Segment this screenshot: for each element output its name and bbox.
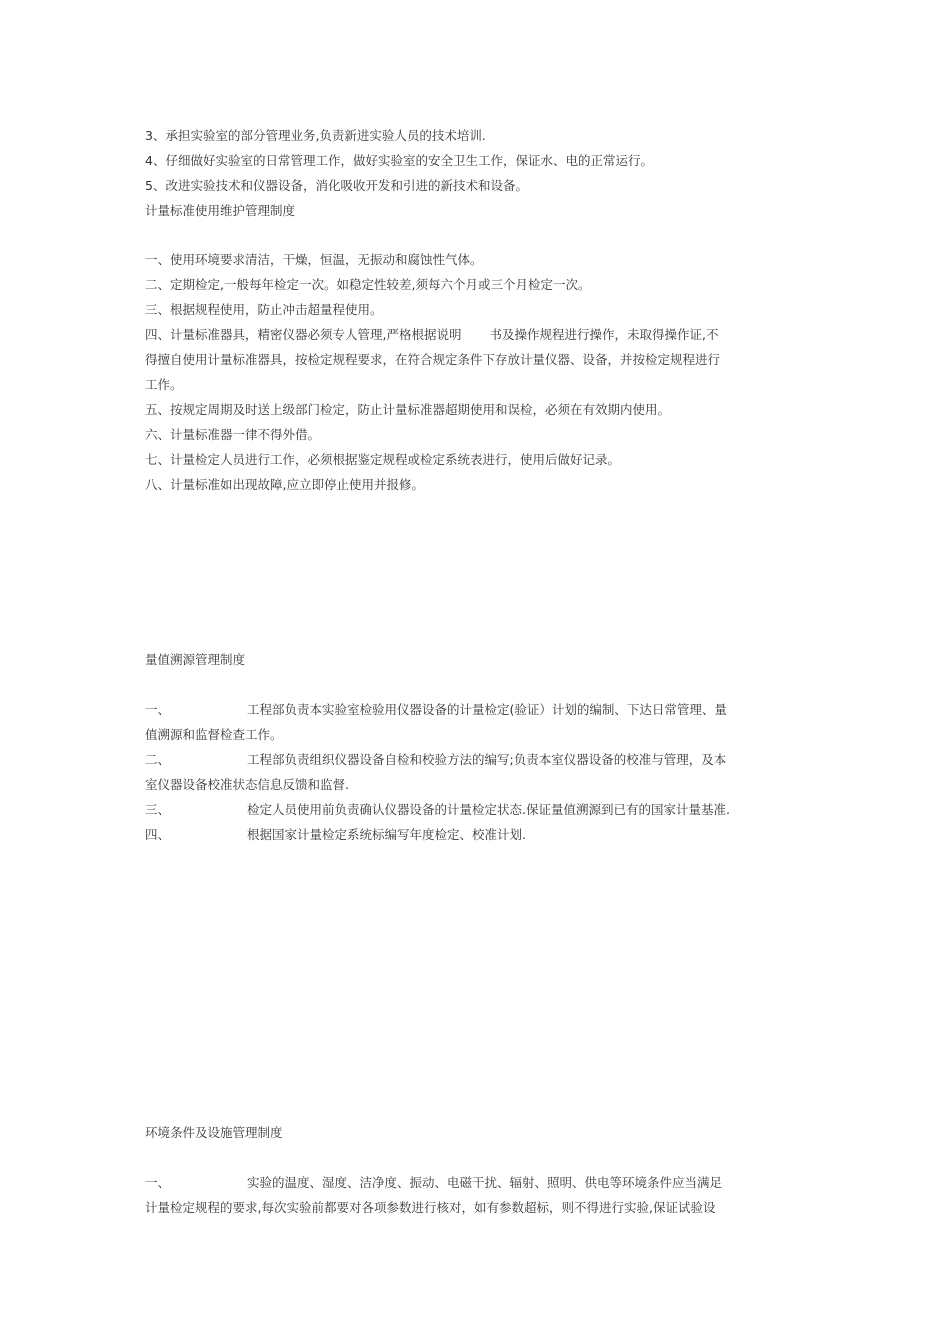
paragraph-continuation: 室仪器设备校准状态信息反馈和监督.: [145, 777, 349, 792]
paragraph-text: 书及操作规程进行操作，未取得操作证,不: [489, 327, 719, 342]
paragraph-text: 工程部负责组织仪器设备自检和校验方法的编写;负责本室仪器设备的校准与管理，及本: [247, 752, 727, 767]
item-number: 二、: [145, 752, 171, 767]
paragraph-item: [145, 326, 810, 344]
paragraph-item-3: 3、承担实验室的部分管理业务,负责新进实验人员的技术培训.: [145, 128, 486, 143]
paragraph-continuation: 计量检定规程的要求,每次实验前都要对各项参数进行核对，如有参数超标，则不得进行实验,保证试验设: [145, 1200, 716, 1215]
item-number: 一、: [145, 1175, 171, 1190]
paragraph-text: 根据国家计量检定系统标编写年度检定、校准计划.: [247, 827, 526, 842]
paragraph-item: 七、计量检定人员进行工作，必须根据鉴定规程或检定系统表进行，使用后做好记录。: [145, 452, 621, 467]
section-title-measurement-standard: 计量标准使用维护管理制度: [145, 203, 296, 218]
paragraph-text: 四、计量标准器具，精密仪器必须专人管理,严格根据说明: [145, 327, 462, 342]
paragraph-text: 实验的温度、湿度、洁净度、振动、电磁干扰、辐射、照明、供电等环境条件应当满足: [247, 1175, 723, 1190]
paragraph-text: 检定人员使用前负责确认仪器设备的计量检定状态.保证量值溯源到已有的国家计量基准.: [247, 802, 730, 817]
item-number: 四、: [145, 827, 171, 842]
paragraph-item: 五、按规定周期及时送上级部门检定，防止计量标准器超期使用和误检，必须在有效期内使用。: [145, 402, 671, 417]
paragraph-item: 三、根据规程使用，防止冲击超量程使用。: [145, 302, 383, 317]
paragraph-text: 工程部负责本实验室检验用仪器设备的计量检定(验证）计划的编制、下达日常管理、量: [247, 702, 727, 717]
paragraph-continuation: 值溯源和监督检查工作。: [145, 727, 283, 742]
item-number: 一、: [145, 702, 171, 717]
paragraph-item: 二、定期检定,一般每年检定一次。如稳定性较差,须每六个月或三个月检定一次。: [145, 277, 591, 292]
section-title-traceability: 量值溯源管理制度: [145, 652, 246, 667]
item-number: 三、: [145, 802, 171, 817]
paragraph-continuation: 工作。: [145, 377, 183, 392]
paragraph-item-5: 5、改进实验技术和仪器设备，消化吸收开发和引进的新技术和设备。: [145, 178, 528, 193]
paragraph-item: 六、计量标准器一律不得外借。: [145, 427, 321, 442]
section-title-environment: 环境条件及设施管理制度: [145, 1125, 283, 1140]
paragraph-item: 一、使用环境要求清洁，干燥，恒温，无振动和腐蚀性气体。: [145, 252, 483, 267]
paragraph-item-4: 4、仔细做好实验室的日常管理工作，做好实验室的安全卫生工作，保证水、电的正常运行。: [145, 153, 653, 168]
paragraph-continuation: 得擅自使用计量标准器具，按检定规程要求，在符合规定条件下存放计量仪器、设备，并按检定规程进行: [145, 352, 721, 367]
paragraph-item: 八、计量标准如出现故障,应立即停止使用并报修。: [145, 477, 424, 492]
